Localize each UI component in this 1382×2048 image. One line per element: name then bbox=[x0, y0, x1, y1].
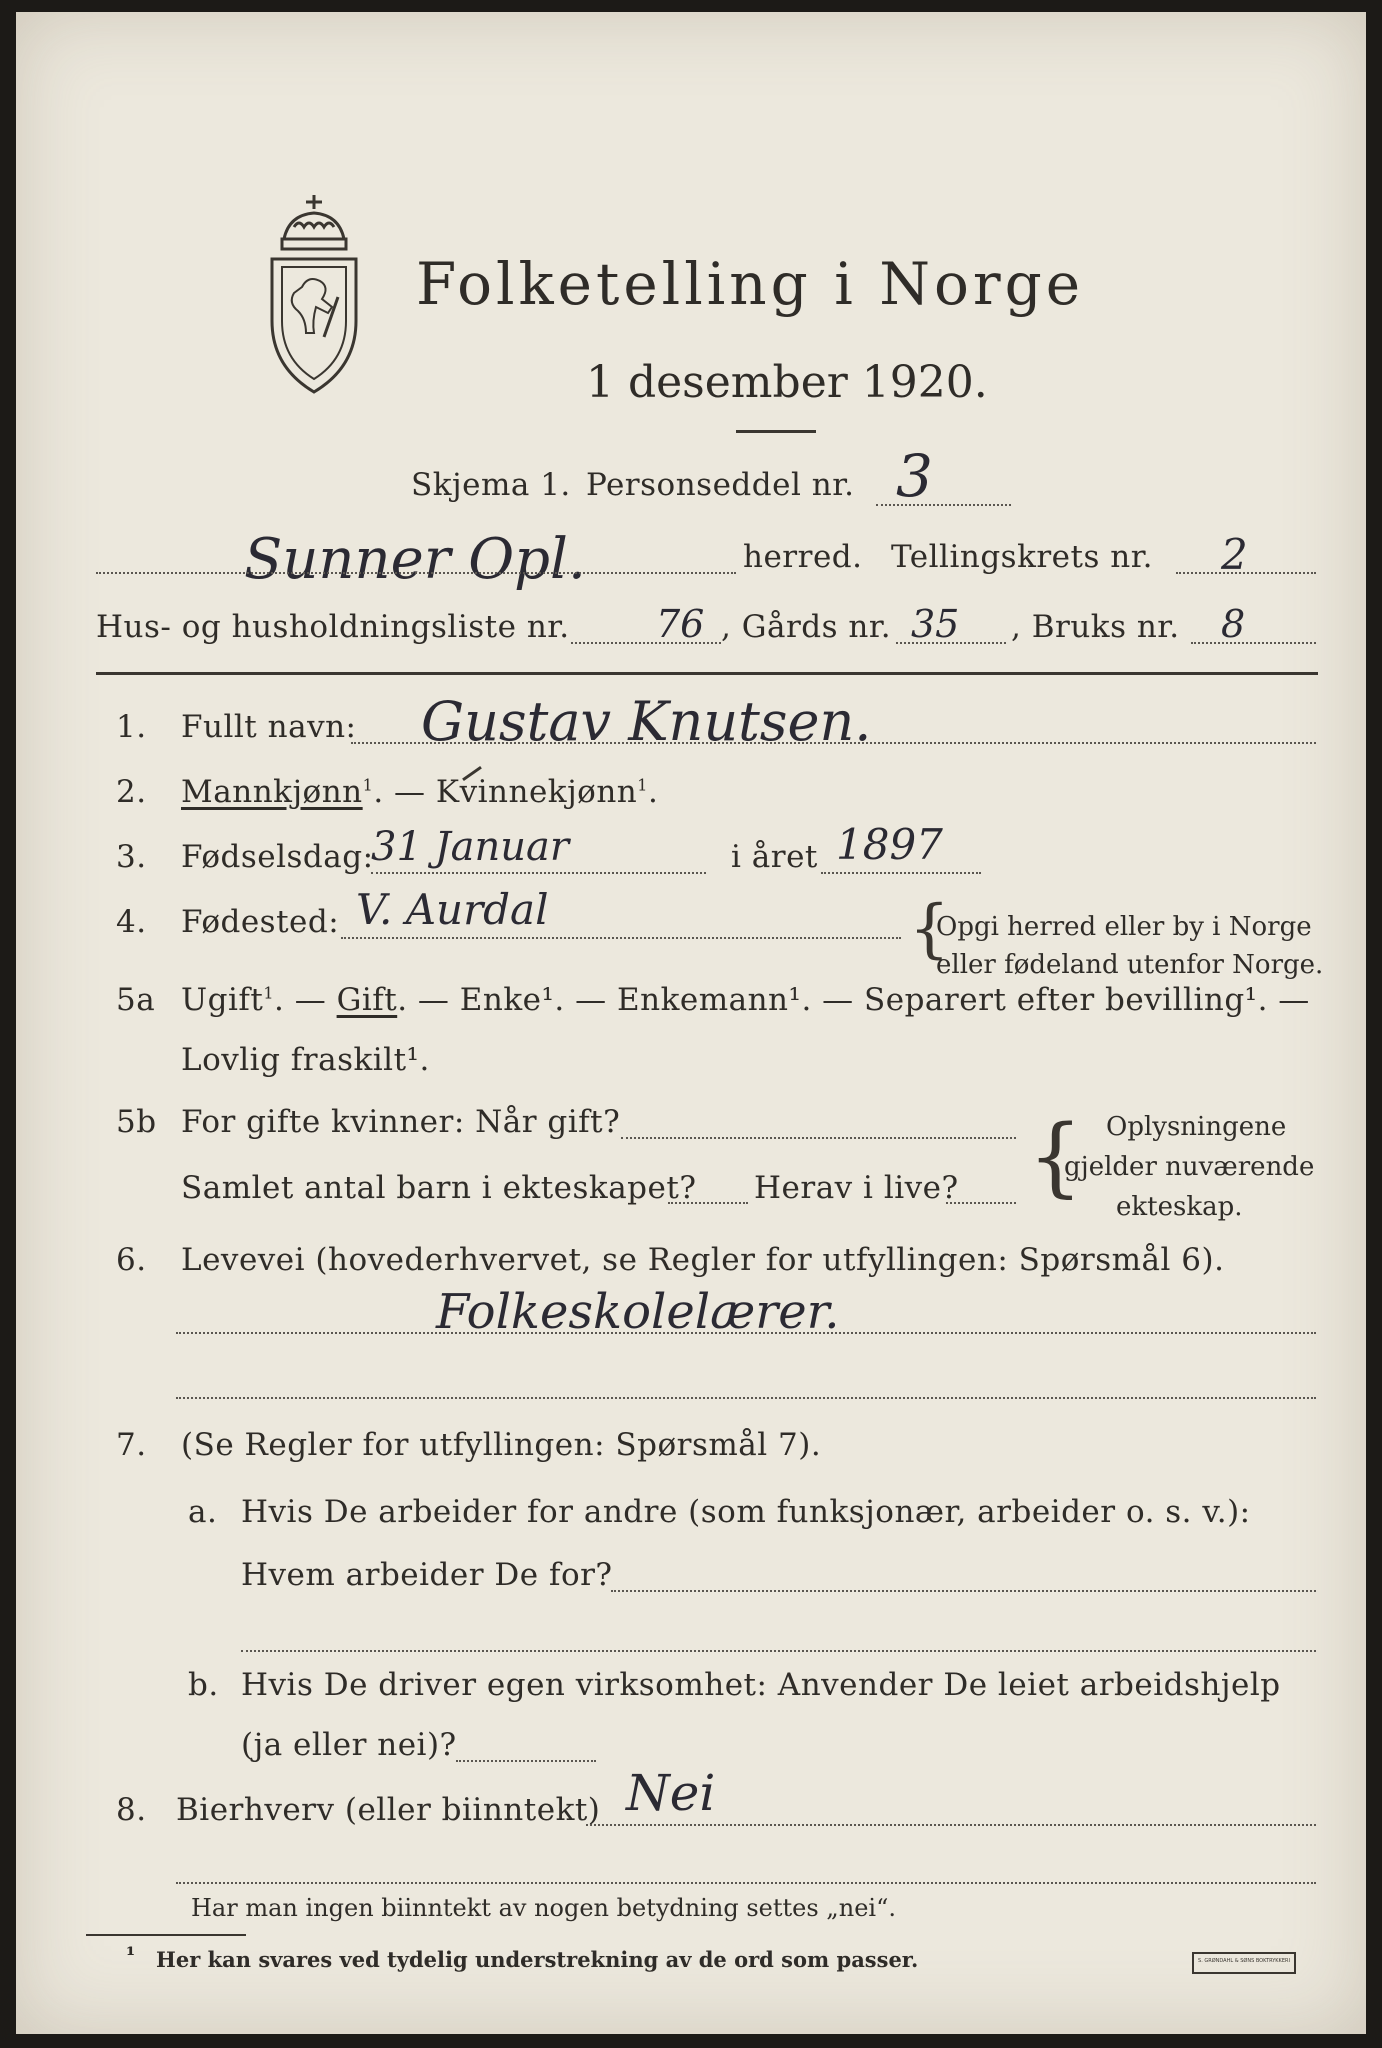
q1-value[interactable]: Gustav Knutsen. bbox=[421, 690, 872, 753]
q5b-alive-line bbox=[946, 1202, 1016, 1204]
bruks-line bbox=[1191, 642, 1316, 644]
q6-line2 bbox=[176, 1397, 1316, 1399]
q7a-line-extra bbox=[241, 1650, 1316, 1652]
q5a-number: 5a bbox=[116, 982, 156, 1018]
q3-value[interactable]: 31 Januar bbox=[371, 824, 569, 870]
q1-number: 1. bbox=[116, 709, 147, 745]
q5b-note1: Oplysningene bbox=[1106, 1112, 1287, 1142]
q2-mann: Mannkjønn bbox=[181, 774, 363, 810]
q2-number: 2. bbox=[116, 774, 147, 810]
q8-value[interactable]: Nei bbox=[626, 1764, 716, 1822]
herred-line bbox=[96, 572, 736, 574]
q7a-line bbox=[611, 1590, 1316, 1592]
q5a-gift: Gift bbox=[336, 982, 398, 1018]
footnote-divider bbox=[86, 1934, 246, 1936]
q7a-line1: Hvis De arbeider for andre (som funksjonær, arbeider o. s. v.): bbox=[241, 1494, 1251, 1530]
q3-year-label: i året bbox=[731, 839, 818, 875]
q7b-line2: (ja eller nei)? bbox=[241, 1727, 457, 1763]
q4-value[interactable]: V. Aurdal bbox=[356, 885, 549, 934]
q7-number: 7. bbox=[116, 1427, 147, 1463]
form-title: Folketelling i Norge bbox=[416, 250, 1085, 318]
q5b-children-line bbox=[668, 1202, 748, 1204]
q4-label: Fødested: bbox=[181, 904, 340, 940]
q4-note-line2: eller fødeland utenfor Norge. bbox=[936, 950, 1324, 980]
q8-line bbox=[586, 1824, 1316, 1826]
header-separator bbox=[96, 672, 1318, 675]
q5b-children-label: Samlet antal barn i ekteskapet? bbox=[181, 1170, 697, 1206]
form-date: 1 desember 1920. bbox=[586, 357, 988, 408]
q3-day-line bbox=[371, 872, 706, 874]
q6-number: 6. bbox=[116, 1242, 147, 1278]
q7b-letter: b. bbox=[188, 1667, 219, 1703]
q2-kvinne: Kvinnekjønn bbox=[435, 774, 638, 810]
q6-line1 bbox=[176, 1332, 1316, 1334]
q5b-alive-label: Herav i live? bbox=[754, 1170, 959, 1206]
q5b-line1: For gifte kvinner: Når gift? bbox=[181, 1104, 621, 1140]
bruks-label: , Bruks nr. bbox=[1011, 609, 1180, 645]
tellingskrets-value[interactable]: 2 bbox=[1221, 530, 1248, 579]
gards-label: , Gårds nr. bbox=[721, 609, 892, 645]
q4-note-line1: Opgi herred eller by i Norge bbox=[936, 912, 1312, 942]
q4-bracket: { bbox=[909, 892, 950, 966]
q7b-line1: Hvis De driver egen virksomhet: Anvender De leiet arbeidshjelp bbox=[241, 1667, 1281, 1703]
q3-label: Fødselsdag: bbox=[181, 839, 374, 875]
q5a-line2[interactable]: Lovlig fraskilt¹. bbox=[181, 1042, 430, 1078]
q4-number: 4. bbox=[116, 904, 147, 940]
footnote-mark: ¹ bbox=[126, 1942, 136, 1967]
q7b-line bbox=[456, 1760, 596, 1762]
q4-line bbox=[341, 937, 901, 939]
q3-year-value[interactable]: 1897 bbox=[836, 820, 943, 869]
printer-stamp-text: S. GRØNDAHL & SØNS BOKTRYKKERI bbox=[1198, 1958, 1290, 1964]
hus-value[interactable]: 76 bbox=[656, 602, 705, 646]
personseddel-label: Personseddel nr. bbox=[586, 467, 855, 503]
q8-label: Bierhverv (eller biinntekt) bbox=[176, 1792, 601, 1828]
gards-value[interactable]: 35 bbox=[911, 602, 960, 646]
printer-stamp bbox=[1192, 1952, 1296, 1974]
bruks-value[interactable]: 8 bbox=[1221, 602, 1246, 646]
coat-of-arms-icon bbox=[254, 187, 374, 407]
schema-label: Skjema 1. bbox=[411, 467, 571, 503]
q2-options[interactable]: Mannkjønn$^1$. — Kvinnekjønn$^1$. bbox=[181, 774, 659, 810]
q5b-number: 5b bbox=[116, 1104, 157, 1140]
q3-year-line bbox=[821, 872, 981, 874]
q7a-letter: a. bbox=[188, 1494, 218, 1530]
q5b-note3: ekteskap. bbox=[1116, 1192, 1243, 1222]
personseddel-value[interactable]: 3 bbox=[896, 442, 933, 510]
q3-number: 3. bbox=[116, 839, 147, 875]
title-divider bbox=[736, 430, 816, 433]
q5b-bracket: { bbox=[1028, 1107, 1083, 1207]
footer-note: Har man ingen biinntekt av nogen betydning settes „nei“. bbox=[191, 1894, 896, 1922]
q6-label: Levevei (hovederhvervet, se Regler for utfyllingen: Spørsmål 6). bbox=[181, 1242, 1225, 1278]
footnote-text: Her kan svares ved tydelig understrekning av de ord som passer. bbox=[156, 1947, 919, 1972]
herred-label: herred. bbox=[743, 539, 863, 575]
q7a-line2: Hvem arbeider De for? bbox=[241, 1557, 613, 1593]
q5b-gift-line bbox=[621, 1137, 1016, 1139]
q6-value[interactable]: Folkeskolelærer. bbox=[436, 1284, 840, 1340]
census-form-sheet bbox=[16, 12, 1366, 2034]
q5b-note2: gjelder nuværende bbox=[1064, 1152, 1315, 1182]
tellingskrets-label: Tellingskrets nr. bbox=[891, 539, 1153, 575]
q5a-options[interactable]: Ugift$^1$. — Gift. — Enke¹. — Enkemann¹. — Separert efter bevilling¹. — bbox=[181, 982, 1310, 1018]
q7-label: (Se Regler for utfyllingen: Spørsmål 7). bbox=[181, 1427, 822, 1463]
herred-value[interactable]: Sunner Opl. bbox=[244, 527, 586, 592]
hus-label: Hus- og husholdningsliste nr. bbox=[96, 609, 570, 645]
q8-line-extra bbox=[176, 1882, 1316, 1884]
q1-label: Fullt navn: bbox=[181, 709, 357, 745]
q8-number: 8. bbox=[116, 1792, 147, 1828]
